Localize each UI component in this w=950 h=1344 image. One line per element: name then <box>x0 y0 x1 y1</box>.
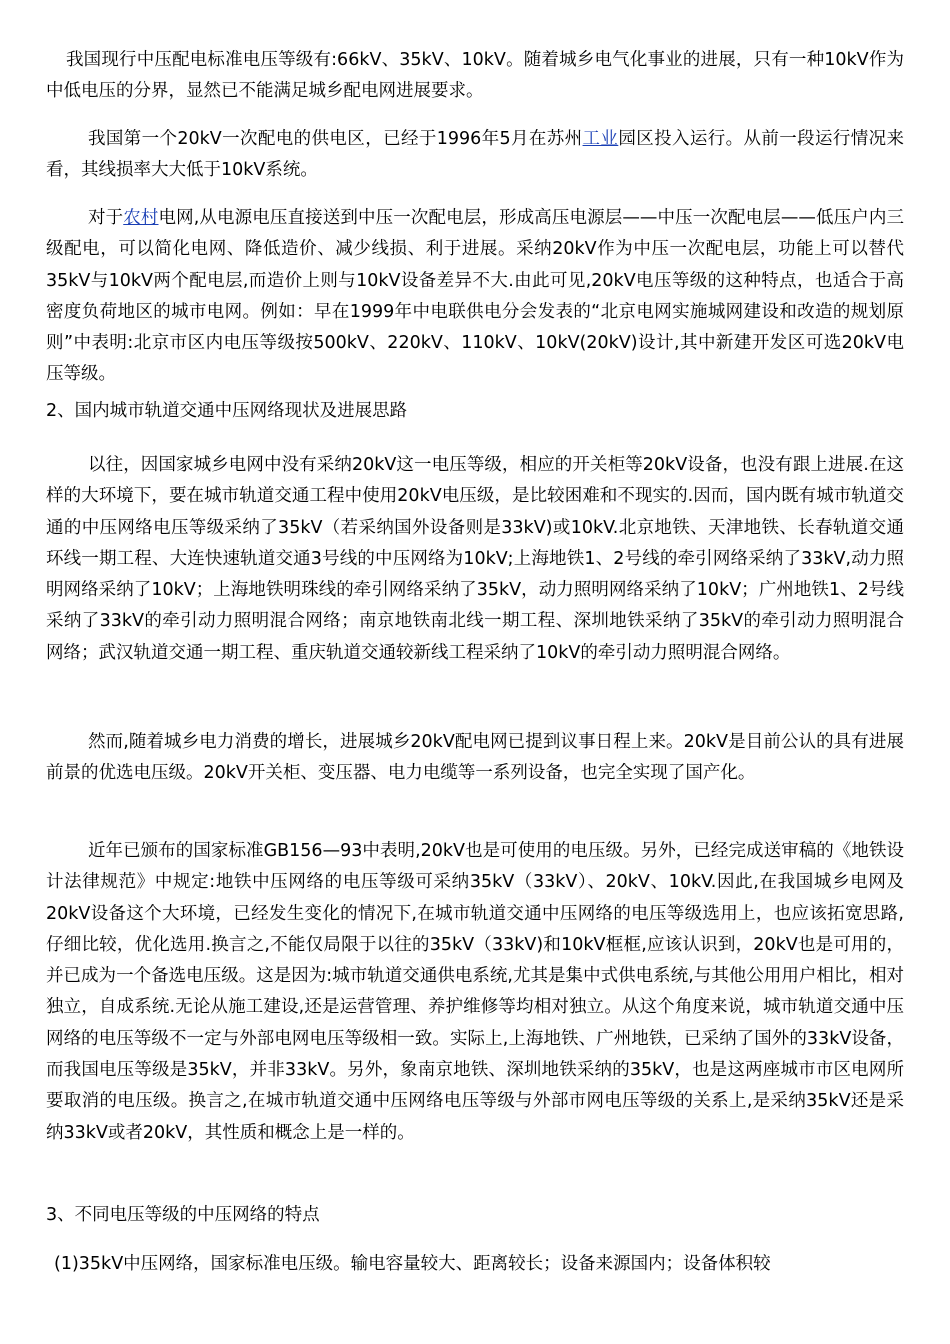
list-item-35kv: (1)35kV中压网络，国家标准电压级。输电容量较大、距离较长；设备来源国内；设备体积较 <box>54 1254 771 1274</box>
link-rural[interactable]: 农村 <box>123 208 159 228</box>
section-heading-2: 2、国内城市轨道交通中压网络现状及进展思路 <box>46 401 408 421</box>
paragraph-domestic-status: 以往，因国家城乡电网中没有采纳20kV这一电压等级，相应的开关柜等20kV设备，也没有跟上进展.在这样的大环境下，要在城市轨道交通工程中使用20kV电压级，是比较困难和不现实的.因而，国内既有城市轨道交通的中压网络电压等级采纳了35kV（若采纳国外设备则是33kV)或10kV.北京地铁、天津地铁、长春轨道交通环线一期工程、大连快速轨道交通3号线的中压网络为10kV;上海地铁1、2号线的牵引网络采纳了33kV,动力照明网络采纳了10kV；上海地铁明珠线的牵引网络采纳了35kV，动力照明网络采纳了10kV；广州地铁1、2号线采纳了33kV的牵引动力照明混合网络；南京地铁南北线一期工程、深圳地铁采纳了35kV的牵引动力照明混合网络；武汉轨道交通一期工程、重庆轨道交通较新线工程采纳了10kV的牵引动力照明混合网络。 <box>46 455 904 663</box>
section-heading-3: 3、不同电压等级的中压网络的特点 <box>46 1205 320 1225</box>
paragraph-text-after: 园区投入运行。从前一段运行情况来看，其线损率大大低于10kV系统。 <box>46 129 905 181</box>
paragraph-text-before: 我国第一个20kV一次配电的供电区，已经于1996年5月在苏州 <box>88 129 583 149</box>
paragraph-suzhou-20kv <box>46 124 904 187</box>
paragraph-rural-grid <box>46 203 904 391</box>
paragraph-text-before: 对于 <box>88 208 124 228</box>
paragraph-voltage-levels: 我国现行中压配电标准电压等级有:66kV、35kV、10kV。随着城乡电气化事业的进展，只有一种10kV作为中低电压的分界，显然已不能满足城乡配电网进展要求。 <box>46 50 904 102</box>
link-industry[interactable]: 工业 <box>582 129 619 149</box>
paragraph-text-after: 电网,从电源电压直接送到中压一次配电层，形成高压电源层——中压一次配电层——低压户内三级配电，可以简化电网、降低造价、减少线损、利于进展。采纳20kV作为中压一次配电层，功能上可以替代35kV与10kV两个配电层,而造价上则与10kV设备差异不大.由此可见,20kV电压等级的这种特点，也适合于高密度负荷地区的城市电网。例如：早在1999年中电联供电分会发表的“北京电网实施城网建设和改造的规划原则”中表明:北京市区内电压等级按500kV、220kV、110kV、10kV(20kV)设计,其中新建开发区可选20kV电压等级。 <box>46 208 905 385</box>
paragraph-gb156-standard: 近年已颁布的国家标准GB156—93中表明,20kV也是可使用的电压级。另外，已经完成送审稿的《地铁设计法律规范》中规定:地铁中压网络的电压等级可采纳35kV（33kV）、20kV、10kV.因此,在我国城乡电网及20kV设备这个大环境，已经发生变化的情况下,在城市轨道交通中压网络的电压等级选用上，也应该拓宽思路,仔细比较，优化选用.换言之,不能仅局限于以往的35kV（33kV)和10kV框框,应该认识到，20kV也是可用的，并已成为一个备选电压级。这是因为:城市轨道交通供电系统,尤其是集中式供电系统,与其他公用用户相比，相对独立，自成系统.无论从施工建设,还是运营管理、养护维修等均相对独立。从这个角度来说，城市轨道交通中压网络的电压等级不一定与外部电网电压等级相一致。实际上,上海地铁、广州地铁，已采纳了国外的33kV设备，而我国电压等级是35kV，并非33kV。另外，象南京地铁、深圳地铁采纳的35kV，也是这两座城市市区电网所要取消的电压级。换言之,在城市轨道交通中压网络电压等级与外部市网电压等级的关系上,是采纳35kV还是采纳33kV或者20kV，其性质和概念上是一样的。 <box>46 841 904 1143</box>
paragraph-20kv-prospect: 然而,随着城乡电力消费的增长，进展城乡20kV配电网已提到议事日程上来。20kV是目前公认的具有进展前景的优选电压级。20kV开关柜、变压器、电力电缆等一系列设备，也完全实现了国产化。 <box>46 732 904 784</box>
